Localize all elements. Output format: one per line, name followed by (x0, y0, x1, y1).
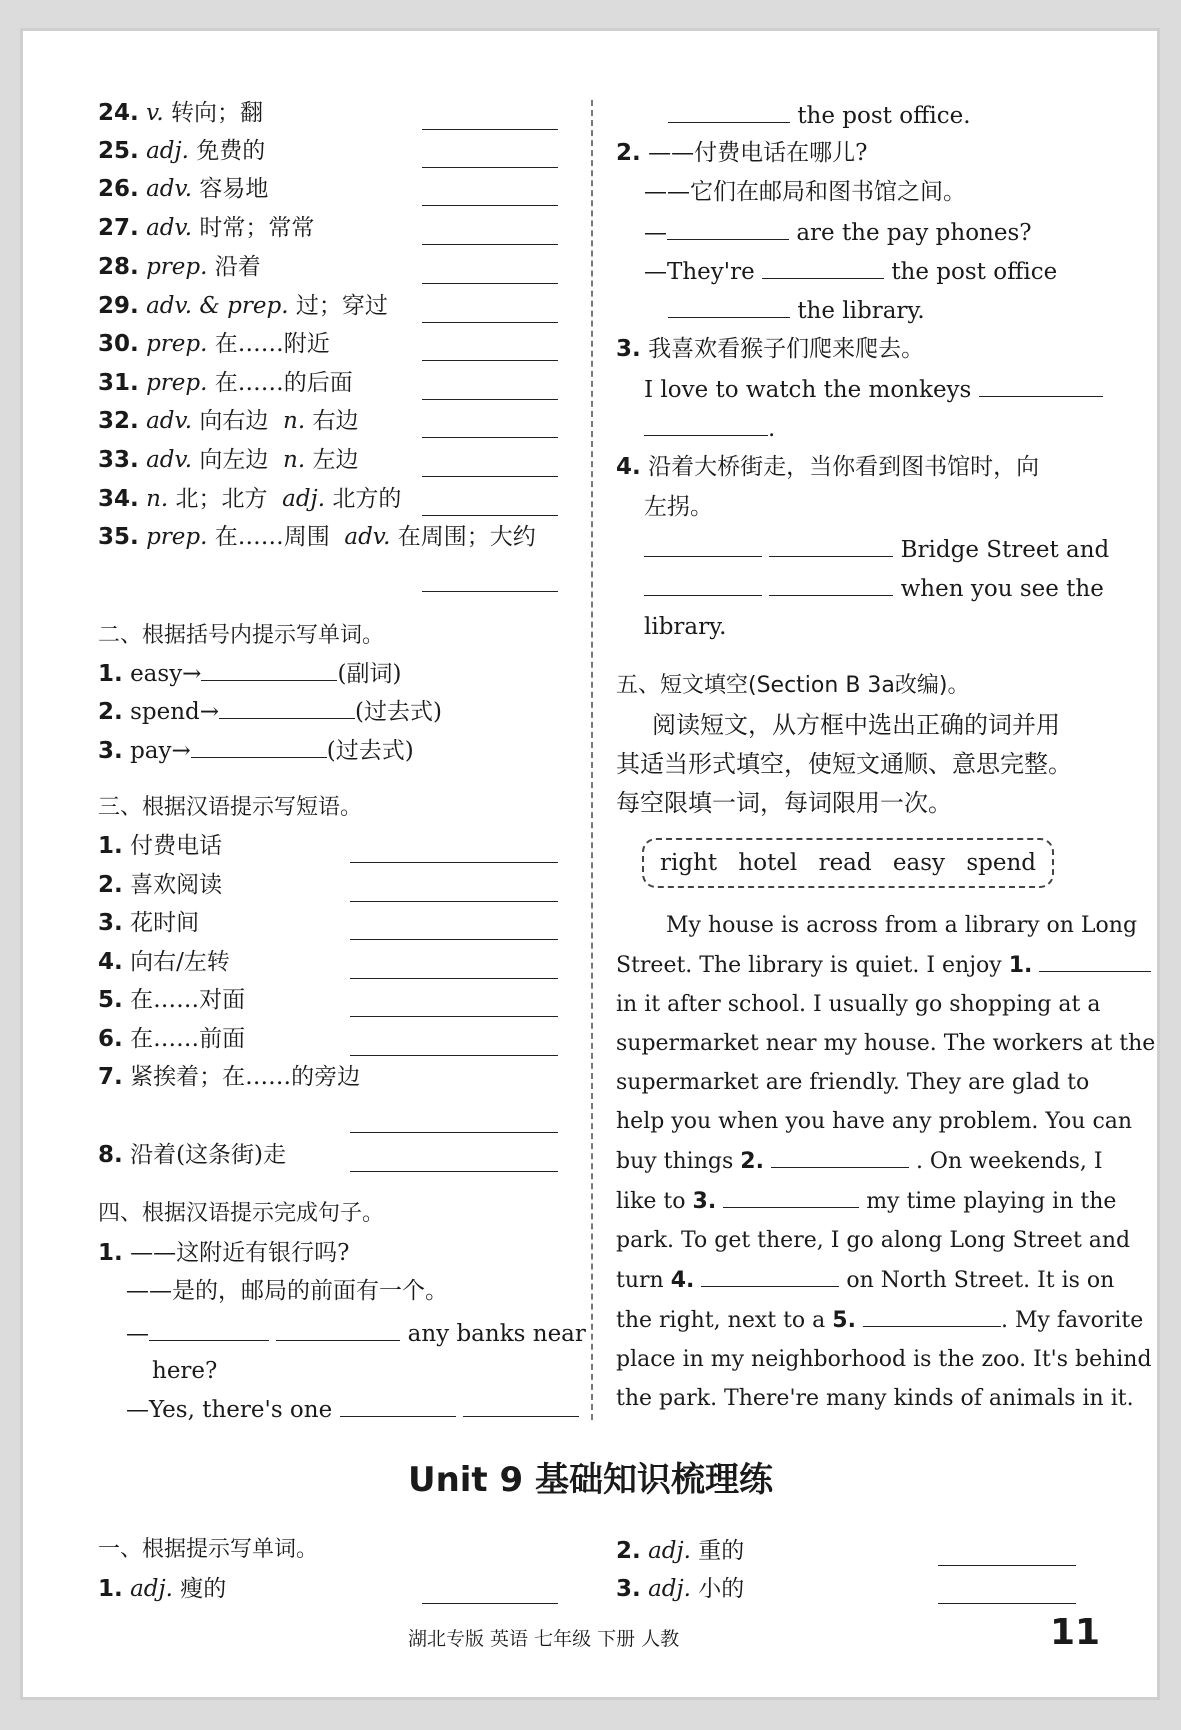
sec4-q1-cn1: 1. ——这附近有银行吗? (98, 1240, 350, 1266)
answer-blank[interactable] (350, 1054, 558, 1056)
sec4-q4-en1: Bridge Street and (644, 530, 1109, 569)
answer-blank[interactable] (422, 436, 558, 438)
answer-blank[interactable] (350, 900, 558, 902)
unit9-item-1: 1. adj. 瘦的 (98, 1576, 227, 1602)
word-bank-item: easy (892, 850, 946, 876)
answer-blank[interactable] (463, 1390, 579, 1417)
passage-line: place in my neighborhood is the zoo. It's behind (616, 1347, 1152, 1372)
answer-blank[interactable] (863, 1300, 1001, 1327)
vocab-item-24: 24. v. 转向；翻 (98, 100, 263, 126)
answer-blank[interactable] (350, 861, 558, 863)
sec4-q1-cont: the post office. (668, 96, 971, 135)
passage-line: like to 3. my time playing in the (616, 1181, 1078, 1221)
unit9-section-1-title: 一、根据提示写单词。 (98, 1537, 319, 1562)
answer-blank[interactable] (340, 1390, 456, 1417)
vocab-item-25: 25. adj. 免费的 (98, 138, 266, 164)
sec4-q4-cn2: 左拐。 (644, 494, 713, 520)
vocab-item-34: 34. n. 北；北方 adj. 北方的 (98, 486, 402, 512)
vocab-item-33: 33. adv. 向左边 n. 左边 (98, 447, 359, 473)
sec4-q1-en1c: here? (152, 1358, 218, 1384)
sec5-instr-3: 每空限填一词，每词限用一次。 (616, 789, 952, 817)
answer-blank[interactable] (769, 569, 893, 596)
answer-blank[interactable] (422, 166, 558, 168)
section-2-title: 二、根据括号内提示写单词。 (98, 623, 385, 648)
answer-blank[interactable] (422, 398, 558, 400)
answer-blank[interactable] (979, 370, 1103, 397)
word-bank-item: read (818, 850, 872, 876)
answer-blank[interactable] (350, 977, 558, 979)
sec4-q2-cn2: ——它们在邮局和图书馆之间。 (644, 179, 966, 205)
page-number: 11 (1050, 1612, 1101, 1653)
section-4-title: 四、根据汉语提示完成句子。 (98, 1201, 385, 1226)
sec4-q1-en1: — any banks near (126, 1314, 586, 1353)
answer-blank[interactable] (422, 204, 558, 206)
answer-blank[interactable] (422, 1602, 558, 1604)
passage-line: help you when you have any problem. You can (616, 1109, 1133, 1134)
vocab-item-26: 26. adv. 容易地 (98, 176, 269, 202)
sec4-q3-en: I love to watch the monkeys (644, 370, 1103, 409)
vocab-item-32: 32. adv. 向右边 n. 右边 (98, 408, 359, 434)
passage-line: supermarket are friendly. They are glad to (616, 1070, 1090, 1095)
answer-blank[interactable] (422, 514, 558, 516)
sec3-item-2: 2. 喜欢阅读 (98, 872, 223, 898)
sec4-q3-cn: 3. 我喜欢看猴子们爬来爬去。 (616, 336, 925, 362)
passage (616, 906, 1156, 1418)
sec4-q1-cn2: ——是的，邮局的前面有一个。 (126, 1278, 448, 1304)
passage-line: park. To get there, I go along Long Street and (616, 1228, 1131, 1253)
answer-blank[interactable] (668, 96, 790, 123)
answer-blank[interactable] (769, 530, 893, 557)
answer-blank[interactable] (422, 282, 558, 284)
sec3-item-6: 6. 在……前面 (98, 1026, 246, 1052)
answer-blank[interactable] (350, 1131, 558, 1133)
word-bank-item: spend (966, 850, 1036, 876)
answer-blank[interactable] (762, 252, 884, 279)
sec2-item-3: 3. pay→ (过去式) (98, 731, 414, 770)
answer-blank[interactable] (350, 1015, 558, 1017)
answer-blank[interactable] (350, 1170, 558, 1172)
passage-line: Street. The library is quiet. I enjoy 1. (616, 945, 1078, 985)
answer-blank[interactable] (667, 213, 789, 240)
word-bank-item: right (660, 850, 718, 876)
sec3-item-3: 3. 花时间 (98, 910, 200, 936)
passage-line: the park. There're many kinds of animals in it. (616, 1386, 1134, 1411)
sec4-q4-en2: when you see the (644, 569, 1104, 608)
vocab-item-28: 28. prep. 沿着 (98, 254, 261, 280)
passage-line: the right, next to a 5. . My favorite (616, 1300, 1078, 1340)
passage-line: buy things 2. . On weekends, I (616, 1141, 1078, 1181)
vocab-item-29: 29. adv. & prep. 过；穿过 (98, 293, 388, 319)
vocab-item-35: 35. prep. 在……周围 adv. 在周围；大约 (98, 524, 536, 550)
answer-blank[interactable] (276, 1314, 400, 1341)
vocab-item-27: 27. adv. 时常；常常 (98, 215, 315, 241)
column-divider (591, 100, 593, 1420)
vocab-item-31: 31. prep. 在……的后面 (98, 370, 353, 396)
sec4-q2-cn1: 2. ——付费电话在哪儿? (616, 140, 868, 166)
sec4-q4-en3: library. (644, 614, 727, 640)
sec3-item-4: 4. 向右/左转 (98, 949, 230, 975)
sec4-q1-en2: —Yes, there's one (126, 1390, 579, 1429)
word-bank-item: hotel (738, 850, 798, 876)
answer-blank[interactable] (149, 1314, 269, 1341)
section-5-title: 五、短文填空(Section B 3a改编)。 (616, 673, 970, 698)
sec3-item-7: 7. 紧挨着；在……的旁边 (98, 1064, 361, 1090)
answer-blank[interactable] (723, 1181, 859, 1208)
answer-blank[interactable] (422, 475, 558, 477)
passage-line: supermarket near my house. The workers at the (616, 1031, 1156, 1056)
answer-blank[interactable] (219, 692, 355, 719)
passage-line: My house is across from a library on Long (666, 913, 1138, 938)
answer-blank[interactable] (422, 321, 558, 323)
answer-blank[interactable] (1039, 945, 1151, 972)
answer-blank[interactable] (668, 291, 790, 318)
sec5-instr-1: 阅读短文，从方框中选出正确的词并用 (652, 711, 1060, 739)
word-bank-box (642, 838, 1054, 888)
sec4-q2-en3: the library. (668, 291, 925, 330)
sec4-q3-en-end: . (644, 409, 775, 448)
answer-blank[interactable] (201, 654, 337, 681)
answer-blank[interactable] (350, 938, 558, 940)
sec2-item-1: 1. easy→ (副词) (98, 654, 401, 693)
answer-blank[interactable] (422, 590, 558, 592)
unit9-item-3: 3. adj. 小的 (616, 1576, 745, 1602)
sec4-q2-en1: — are the pay phones? (644, 213, 1032, 252)
answer-blank[interactable] (644, 530, 762, 557)
section-3-title: 三、根据汉语提示写短语。 (98, 795, 363, 820)
unit-title: Unit 9 基础知识梳理练 (407, 1460, 774, 1500)
answer-blank[interactable] (938, 1564, 1076, 1566)
sec3-item-5: 5. 在……对面 (98, 987, 246, 1013)
passage-line: turn 4. on North Street. It is on (616, 1260, 1078, 1300)
answer-blank[interactable] (701, 1260, 839, 1287)
sec3-item-8: 8. 沿着(这条街)走 (98, 1142, 287, 1168)
sec4-q2-en2: —They're the post office (644, 252, 1057, 291)
passage-line: in it after school. I usually go shopping at a (616, 992, 1101, 1017)
footer-info: 湖北专版 英语 七年级 下册 人教 (408, 1628, 680, 1650)
answer-blank[interactable] (422, 243, 558, 245)
answer-blank[interactable] (191, 731, 327, 758)
answer-blank[interactable] (422, 128, 558, 130)
sec4-q4-cn1: 4. 沿着大桥街走，当你看到图书馆时，向 (616, 454, 1040, 480)
unit9-item-2: 2. adj. 重的 (616, 1538, 745, 1564)
sec2-item-2: 2. spend→ (过去式) (98, 692, 442, 731)
answer-blank[interactable] (938, 1602, 1076, 1604)
sec3-item-1: 1. 付费电话 (98, 833, 223, 859)
answer-blank[interactable] (422, 359, 558, 361)
answer-blank[interactable] (771, 1141, 909, 1168)
answer-blank[interactable] (644, 409, 768, 436)
answer-blank[interactable] (644, 569, 762, 596)
vocab-item-30: 30. prep. 在……附近 (98, 331, 330, 357)
sec5-instr-2: 其适当形式填空，使短文通顺、意思完整。 (616, 750, 1072, 778)
